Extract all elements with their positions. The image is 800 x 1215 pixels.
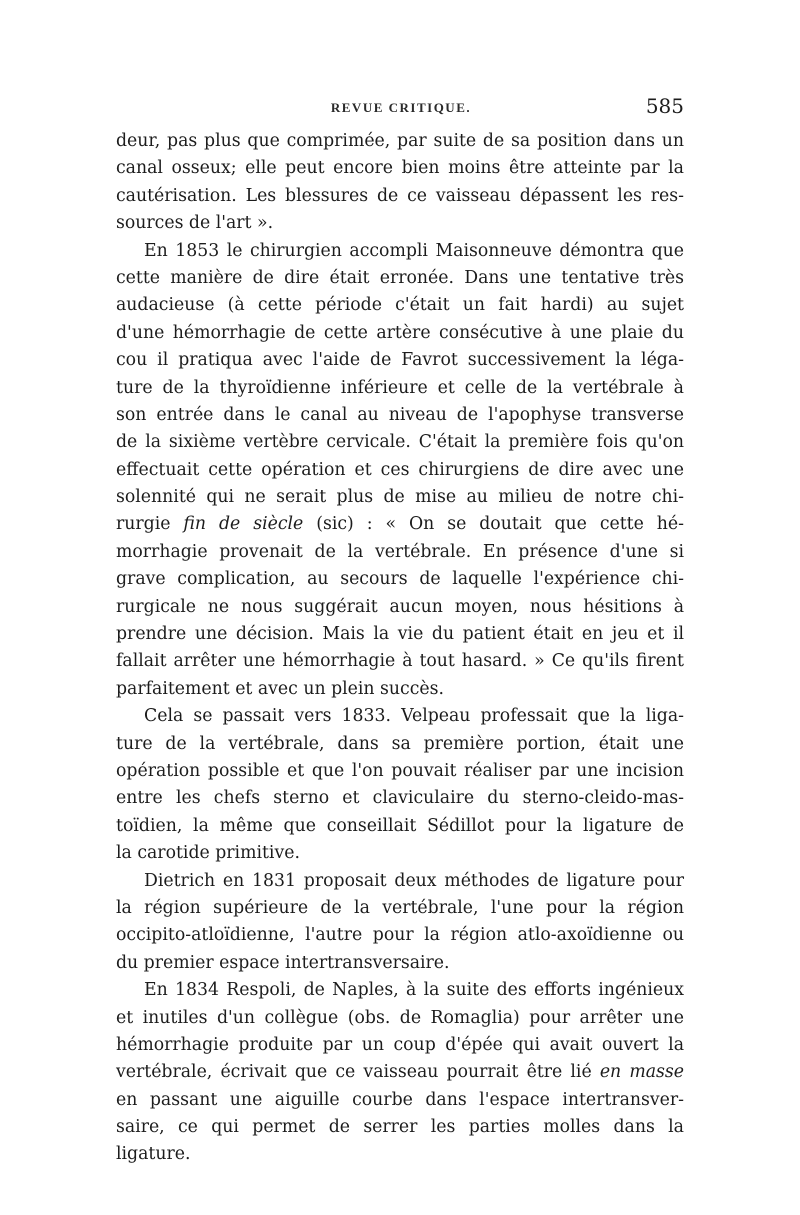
- text-segment: (sic) : « On se doutait que cette hé-: [303, 514, 684, 535]
- paragraph-first-line: Dietrich en 1831 proposait deux méthodes de ligature pour: [144, 870, 684, 891]
- italic-phrase: fin de siècle: [183, 514, 304, 535]
- text-line: opération possible et que l'on pouvait réaliser par une incision: [116, 760, 684, 781]
- page-number: 585: [645, 94, 684, 118]
- text-segment: rurgie: [116, 514, 184, 535]
- text-line: morrhagie provenait de la vertébrale. En présence d'une si: [116, 541, 684, 562]
- running-head: [118, 92, 684, 120]
- paragraph-first-line: Cela se passait vers 1833. Velpeau professait que la liga-: [144, 706, 684, 727]
- text-line: ture de la thyroïdienne inférieure et celle de la vertébrale à: [116, 377, 684, 398]
- text-line: d'une hémorrhagie de cette artère consécutive à une plaie du: [116, 322, 684, 343]
- text-line: hémorrhagie produite par un coup d'épée qui avait ouvert la: [116, 1034, 684, 1055]
- text-line: deur, pas plus que comprimée, par suite de sa position dans un: [116, 131, 684, 151]
- text-line: cautérisation. Les blessures de ce vaisseau dépassent les res-: [116, 185, 684, 206]
- text-line: effectuait cette opération et ces chirurgiens de dire avec une: [116, 459, 684, 480]
- text-line-with-italic: [116, 511, 684, 538]
- text-line: la région supérieure de la vertébrale, l'une pour la région: [116, 897, 684, 918]
- paragraph-first-line: En 1834 Respoli, de Naples, à la suite des efforts ingénieux: [144, 980, 684, 1001]
- text-line: son entrée dans le canal au niveau de l'apophyse transverse: [116, 404, 684, 425]
- text-line: toïdien, la même que conseillait Sédillot pour la ligature de: [116, 815, 684, 836]
- text-line: occipito-atloïdienne, l'autre pour la région atlo-axoïdienne ou: [116, 925, 684, 946]
- text-line: prendre une décision. Mais la vie du patient était en jeu et il: [116, 624, 684, 645]
- text-line: grave complication, au secours de laquelle l'expérience chi-: [116, 569, 684, 590]
- text-line: fallait arrêter une hémorrhagie à tout hasard. » Ce qu'ils firent: [116, 651, 684, 672]
- text-line: entre les chefs sterno et claviculaire du sterno-cleido-mas-: [116, 788, 684, 809]
- text-line: de la sixième vertèbre cervicale. C'était la première fois qu'on: [116, 432, 684, 453]
- text-line: la carotide primitive.: [116, 843, 300, 864]
- text-line: canal osseux; elle peut encore bien moins être atteinte par la: [116, 158, 684, 179]
- text-line: sources de l'art ».: [116, 213, 274, 234]
- text-line: cou il pratiqua avec l'aide de Favrot successivement la léga-: [116, 350, 684, 371]
- italic-phrase: en masse: [599, 1062, 684, 1083]
- text-segment: vertébrale, écrivait que ce vaisseau pourrait être lié: [116, 1062, 600, 1083]
- text-line: solennité qui ne serait plus de mise au milieu de notre chi-: [116, 487, 684, 508]
- text-line: ture de la vertébrale, dans sa première portion, était une: [116, 733, 684, 754]
- text-line: rurgicale ne nous suggérait aucun moyen, nous hésitions à: [116, 596, 684, 617]
- paragraph-first-line: En 1853 le chirurgien accompli Maisonneuve démontra que: [144, 240, 684, 261]
- text-line: en passant une aiguille courbe dans l'espace intertransver-: [116, 1089, 684, 1110]
- text-line: saire, ce qui permet de serrer les parties molles dans la: [116, 1117, 684, 1138]
- text-line: parfaitement et avec un plein succès.: [116, 678, 444, 699]
- text-line: audacieuse (à cette période c'était un fait hardi) au sujet: [116, 295, 684, 316]
- body-text: [116, 128, 684, 1169]
- text-line: et inutiles d'un collègue (obs. de Romaglia) pour arrêter une: [116, 1007, 684, 1028]
- text-line: ligature.: [116, 1144, 191, 1165]
- running-title: REVUE CRITIQUE.: [330, 100, 472, 115]
- text-line: cette manière de dire était erronée. Dans une tentative très: [116, 267, 684, 288]
- text-line-with-italic: [116, 1059, 684, 1086]
- text-line: du premier espace intertransversaire.: [116, 952, 450, 973]
